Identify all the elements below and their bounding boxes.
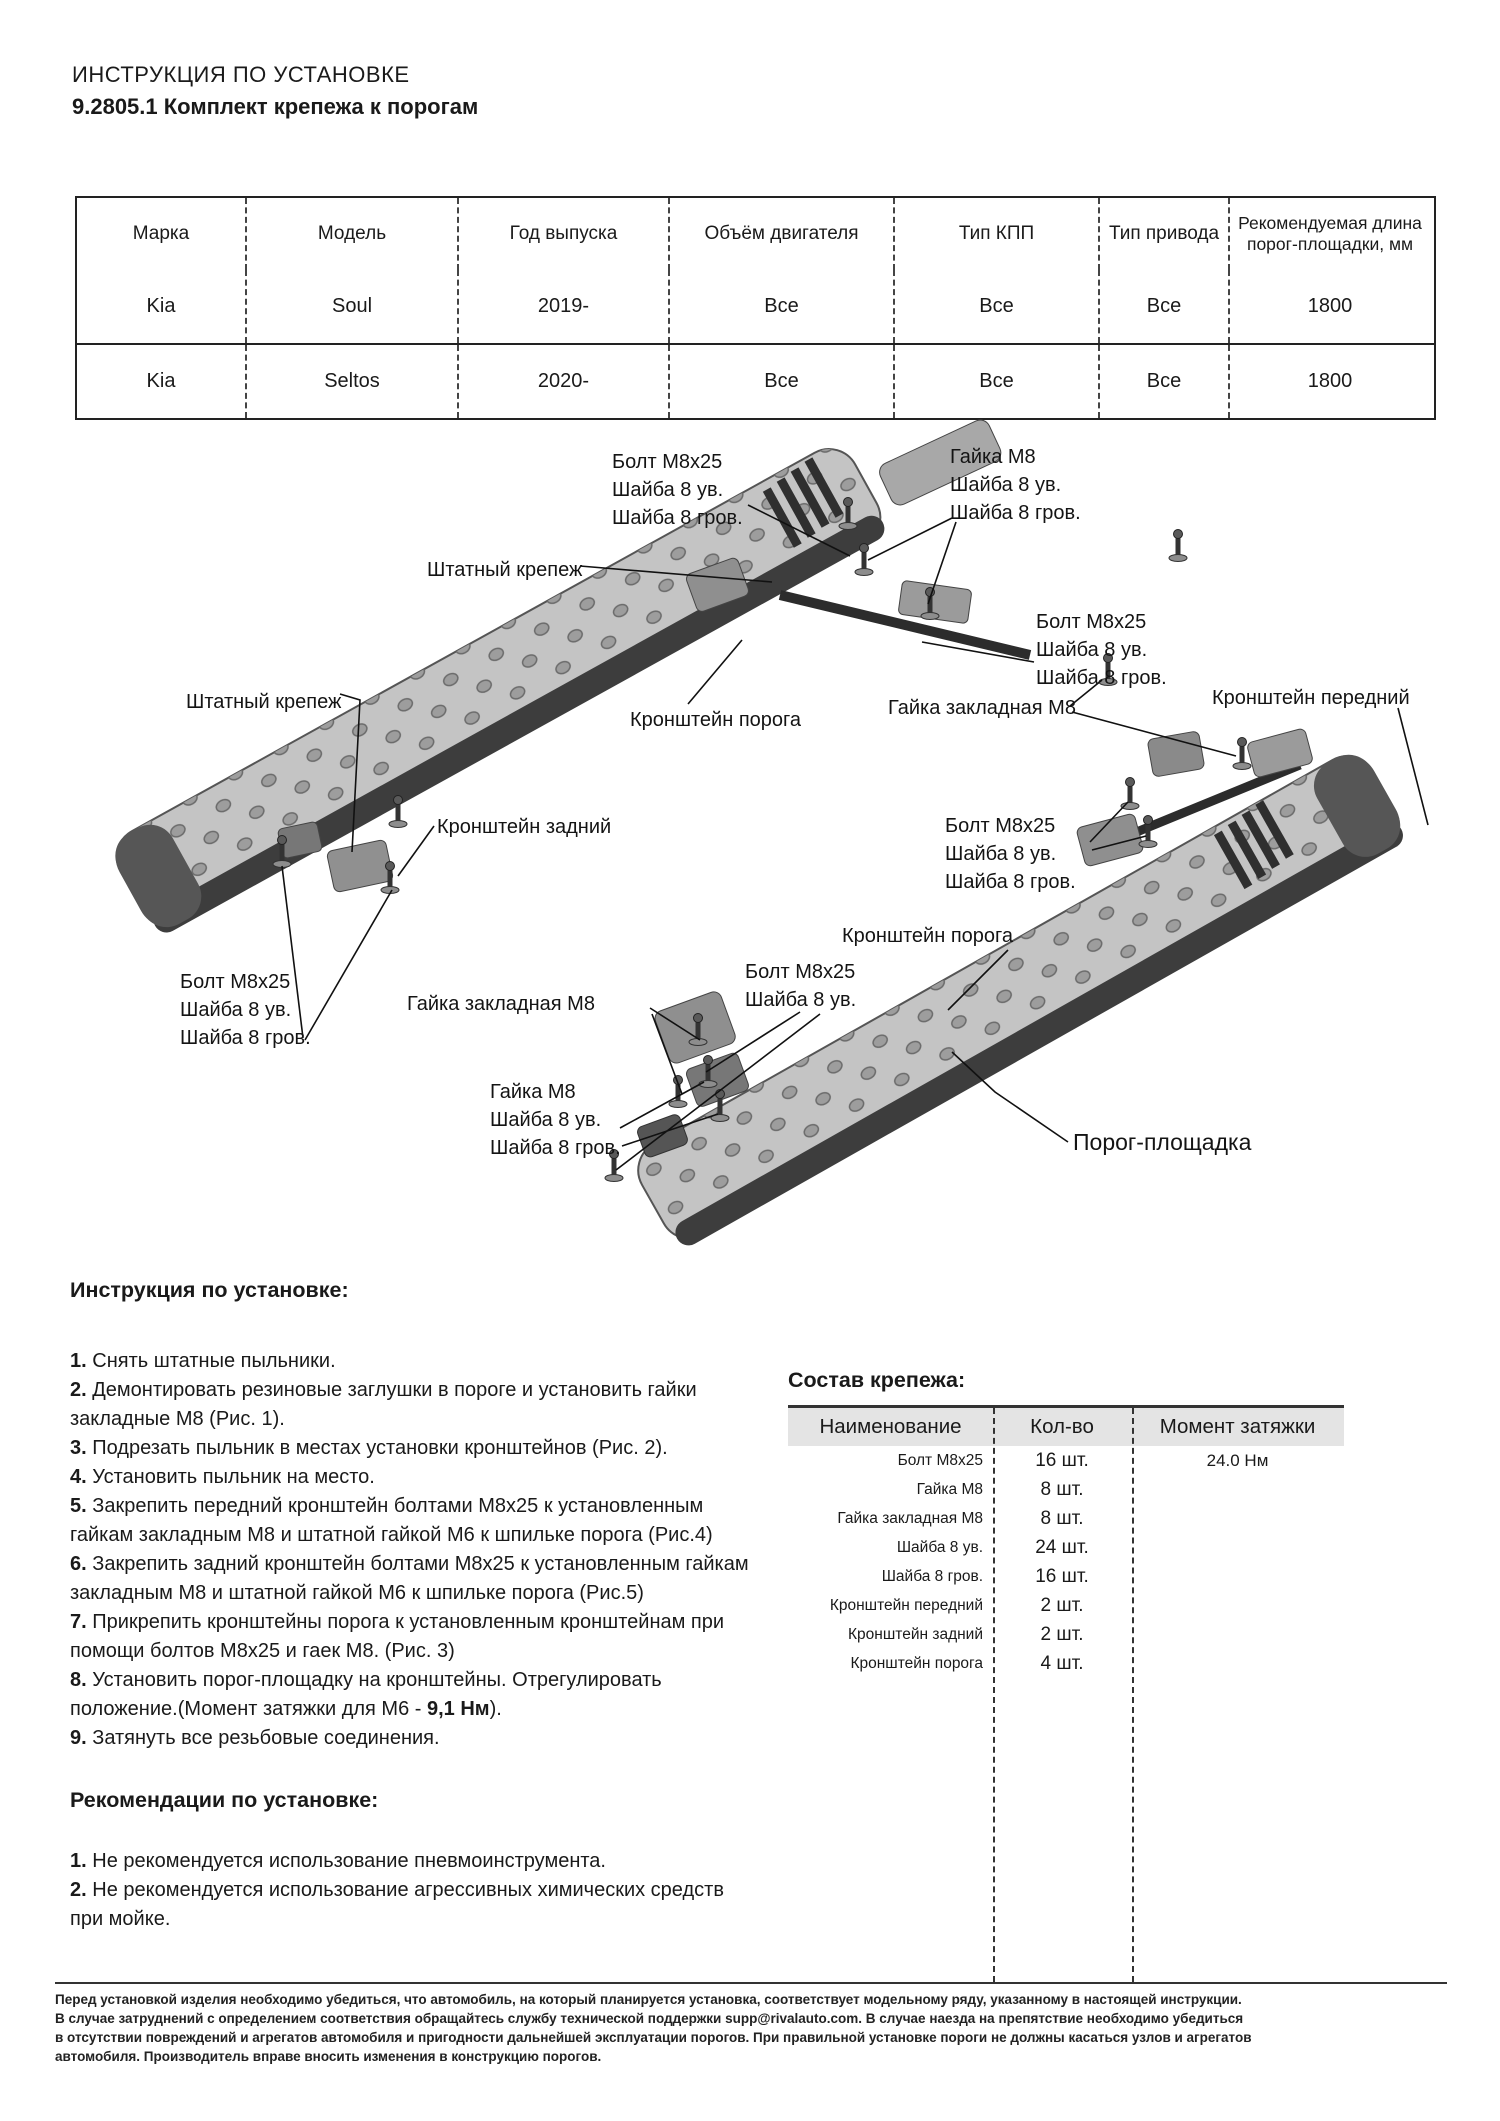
- list-item: 4. Установить пыльник на место.: [70, 1466, 375, 1488]
- parts-table-body: [788, 1446, 1344, 1678]
- diagram-label: Болт М8х25 Шайба 8 ув. Шайба 8 гров.: [612, 451, 743, 529]
- parts-table-cell: Кронштейн передний: [829, 1596, 983, 1614]
- vehicle-table-header-cell: Марка: [132, 223, 190, 244]
- list-item: 7. Прикрепить кронштейны порога к установленным кронштейнам при помощи болтов М8х25 и гаек М8. (Рис. 3): [70, 1611, 725, 1662]
- running-board-rear: [106, 438, 893, 939]
- vehicle-table-cell: Все: [668, 270, 893, 343]
- diagram-label: Кронштейн передний: [1212, 687, 1410, 709]
- parts-table-cell: Болт М8х25: [897, 1451, 983, 1469]
- parts-table-cell: [1131, 1620, 1344, 1649]
- diagram-label: Кронштейн порога: [842, 925, 1013, 947]
- running-board-front: [627, 745, 1411, 1252]
- recommendations-list: [70, 1847, 750, 1934]
- diagram-label: Болт М8х25 Шайба 8 ув. Шайба 8 гров.: [945, 815, 1076, 893]
- parts-table-cell: 16 шт.: [1035, 1449, 1089, 1471]
- vehicle-table-cell: Seltos: [245, 345, 457, 418]
- diagram-label: Гайка закладная М8: [888, 697, 1076, 719]
- diagram-label: Гайка М8 Шайба 8 ув. Шайба 8 гров.: [490, 1081, 621, 1159]
- parts-table-cell: Шайба 8 ув.: [896, 1538, 983, 1556]
- vehicle-table-cell: Soul: [245, 270, 457, 343]
- document-title: ИНСТРУКЦИЯ ПО УСТАНОВКЕ: [72, 62, 410, 87]
- vehicle-table-cell: Все: [893, 270, 1098, 343]
- list-item: 1. Не рекомендуется использование пневмоинструмента.: [70, 1850, 606, 1872]
- parts-title: Состав крепежа:: [788, 1368, 966, 1392]
- parts-table-cell: [1131, 1475, 1344, 1504]
- diagram-label: Гайка закладная М8: [407, 993, 595, 1015]
- document-subtitle: 9.2805.1 Комплект крепежа к порогам: [72, 94, 479, 119]
- parts-table-row: [788, 1649, 1344, 1678]
- diagram-label: Кронштейн порога: [630, 709, 801, 731]
- parts-table-row: [788, 1475, 1344, 1504]
- vehicle-table-header-cell: Объём двигателя: [668, 198, 893, 270]
- list-item: 5. Закрепить передний кронштейн болтами М8х25 к установленным гайкам закладным М8 и штатной гайкой М6 к шпильке порога (Рис.4): [70, 1495, 713, 1546]
- parts-table-row: [788, 1591, 1344, 1620]
- diagram-label: Кронштейн задний: [437, 816, 612, 838]
- footer-text: [55, 1982, 1447, 2066]
- vehicle-table-cell: 1800: [1228, 270, 1430, 343]
- list-item: 9. Затянуть все резьбовые соединения.: [70, 1727, 440, 1749]
- vehicle-table-cell: Kia: [146, 295, 176, 317]
- parts-table-cell: [1131, 1562, 1344, 1591]
- footer-line: Перед установкой изделия необходимо убедиться, что автомобиль, на который планируется установка, соответствует модельному ряду, указанному в настоящей инструкции.: [55, 1992, 1242, 2007]
- diagram-label: Болт М8х25 Шайба 8 ув. Шайба 8 гров.: [180, 971, 311, 1049]
- parts-table-cell: Гайка закладная М8: [837, 1509, 983, 1527]
- parts-table-cell: Кронштейн задний: [848, 1625, 983, 1643]
- hardware-kit: [788, 1368, 1344, 1678]
- parts-col-name: Наименование: [819, 1415, 962, 1438]
- installation-recommendations: [70, 1788, 750, 1934]
- parts-col-qty: Кол-во: [1030, 1415, 1094, 1438]
- installation-instructions: [70, 1278, 750, 1753]
- parts-table-cell: Шайба 8 гров.: [881, 1567, 983, 1585]
- list-item: 2. Демонтировать резиновые заглушки в пороге и установить гайки закладные М8 (Рис. 1).: [70, 1379, 697, 1430]
- parts-table-cell: 2 шт.: [1040, 1594, 1084, 1616]
- parts-table-cell: 16 шт.: [1035, 1565, 1089, 1587]
- column-divider: [993, 1408, 995, 1982]
- parts-table-cell: [1131, 1649, 1344, 1678]
- vehicle-table-cell: Kia: [146, 370, 176, 392]
- instructions-title: Инструкция по установке:: [70, 1278, 349, 1302]
- parts-table-row: [788, 1620, 1344, 1649]
- footer-line: автомобиля. Производитель вправе вносить изменения в конструкцию порогов.: [55, 2049, 602, 2064]
- parts-table-row: [788, 1562, 1344, 1591]
- vehicle-table-cell: Все: [1098, 270, 1228, 343]
- list-item: 3. Подрезать пыльник в местах установки кронштейнов (Рис. 2).: [70, 1437, 668, 1459]
- parts-table-header-row: [788, 1408, 1344, 1446]
- parts-table-cell: [1131, 1533, 1344, 1562]
- list-item: 2. Не рекомендуется использование агрессивных химических средств при мойке.: [70, 1879, 724, 1930]
- parts-table-row: [788, 1533, 1344, 1562]
- parts-table-cell: 24 шт.: [1035, 1536, 1089, 1558]
- parts-table-cell: [1131, 1591, 1344, 1620]
- vehicle-table-cell: Все: [1098, 345, 1228, 418]
- parts-table-cell: Гайка М8: [916, 1480, 983, 1498]
- vehicle-table-cell: Все: [668, 345, 893, 418]
- vehicle-table-header-cell: Тип КПП: [893, 198, 1098, 270]
- vehicle-table-header-cell: Модель: [245, 198, 457, 270]
- parts-table-cell: 8 шт.: [1040, 1478, 1084, 1500]
- diagram-label: Порог-площадка: [1073, 1129, 1252, 1155]
- column-divider: [1132, 1408, 1134, 1982]
- diagram-label: Болт М8х25 Шайба 8 ув.: [745, 961, 857, 1011]
- list-item: 6. Закрепить задний кронштейн болтами М8х25 к установленным гайкам закладным М8 и штатной гайкой М6 к шпильке порога (Рис.5): [70, 1553, 749, 1604]
- parts-table-row: [788, 1446, 1344, 1475]
- recommendations-title: Рекомендации по установке:: [70, 1788, 379, 1812]
- parts-table-row: [788, 1504, 1344, 1533]
- diagram-label: Штатный крепеж: [186, 691, 342, 713]
- list-item: 1. Снять штатные пыльники.: [70, 1350, 336, 1372]
- parts-table-cell: 4 шт.: [1040, 1652, 1084, 1674]
- parts-table-cell: 8 шт.: [1040, 1507, 1084, 1529]
- diagram-label: Гайка М8 Шайба 8 ув. Шайба 8 гров.: [950, 446, 1081, 524]
- parts-table-cell: 2 шт.: [1040, 1623, 1084, 1645]
- vehicle-table-cell: Все: [893, 345, 1098, 418]
- vehicle-table-cell: 2019-: [457, 270, 668, 343]
- footer-line: В случае затруднений с определением соответствия обращайтесь службу технической поддержки supp@rivalauto.com. В случае наезда на препятствие необходимо убедиться: [55, 2011, 1244, 2026]
- parts-col-torque: Момент затяжки: [1159, 1415, 1316, 1438]
- diagram-label: Болт М8х25 Шайба 8 ув. Шайба 8 гров.: [1036, 611, 1167, 689]
- footer-line: в отсутствии повреждений и агрегатов автомобиля и пригодности дальнейшей эксплуатации порогов. При правильной установке пороги не должны касаться узлов и агрегатов: [55, 2030, 1252, 2045]
- parts-table-cell: 24.0 Нм: [1206, 1450, 1269, 1470]
- vehicle-table-header-cell: Тип привода: [1098, 198, 1228, 270]
- vehicle-table-cell: 2020-: [457, 345, 668, 418]
- parts-table: [788, 1405, 1344, 1678]
- vehicle-table-cell: 1800: [1228, 345, 1430, 418]
- parts-table-cell: [1131, 1504, 1344, 1533]
- vehicle-table-header-cell: Год выпуска: [457, 198, 668, 270]
- diagram-label: Штатный крепеж: [427, 559, 583, 581]
- parts-table-cell: Кронштейн порога: [850, 1654, 983, 1672]
- vehicle-table-header-cell: Рекомендуемая длина порог-площадки, мм: [1228, 198, 1430, 270]
- list-item: 8. Установить порог-площадку на кронштейны. Отрегулировать положение.(Момент затяжки для М6 - 9,1 Нм).: [70, 1669, 662, 1720]
- instructions-list: [70, 1347, 750, 1753]
